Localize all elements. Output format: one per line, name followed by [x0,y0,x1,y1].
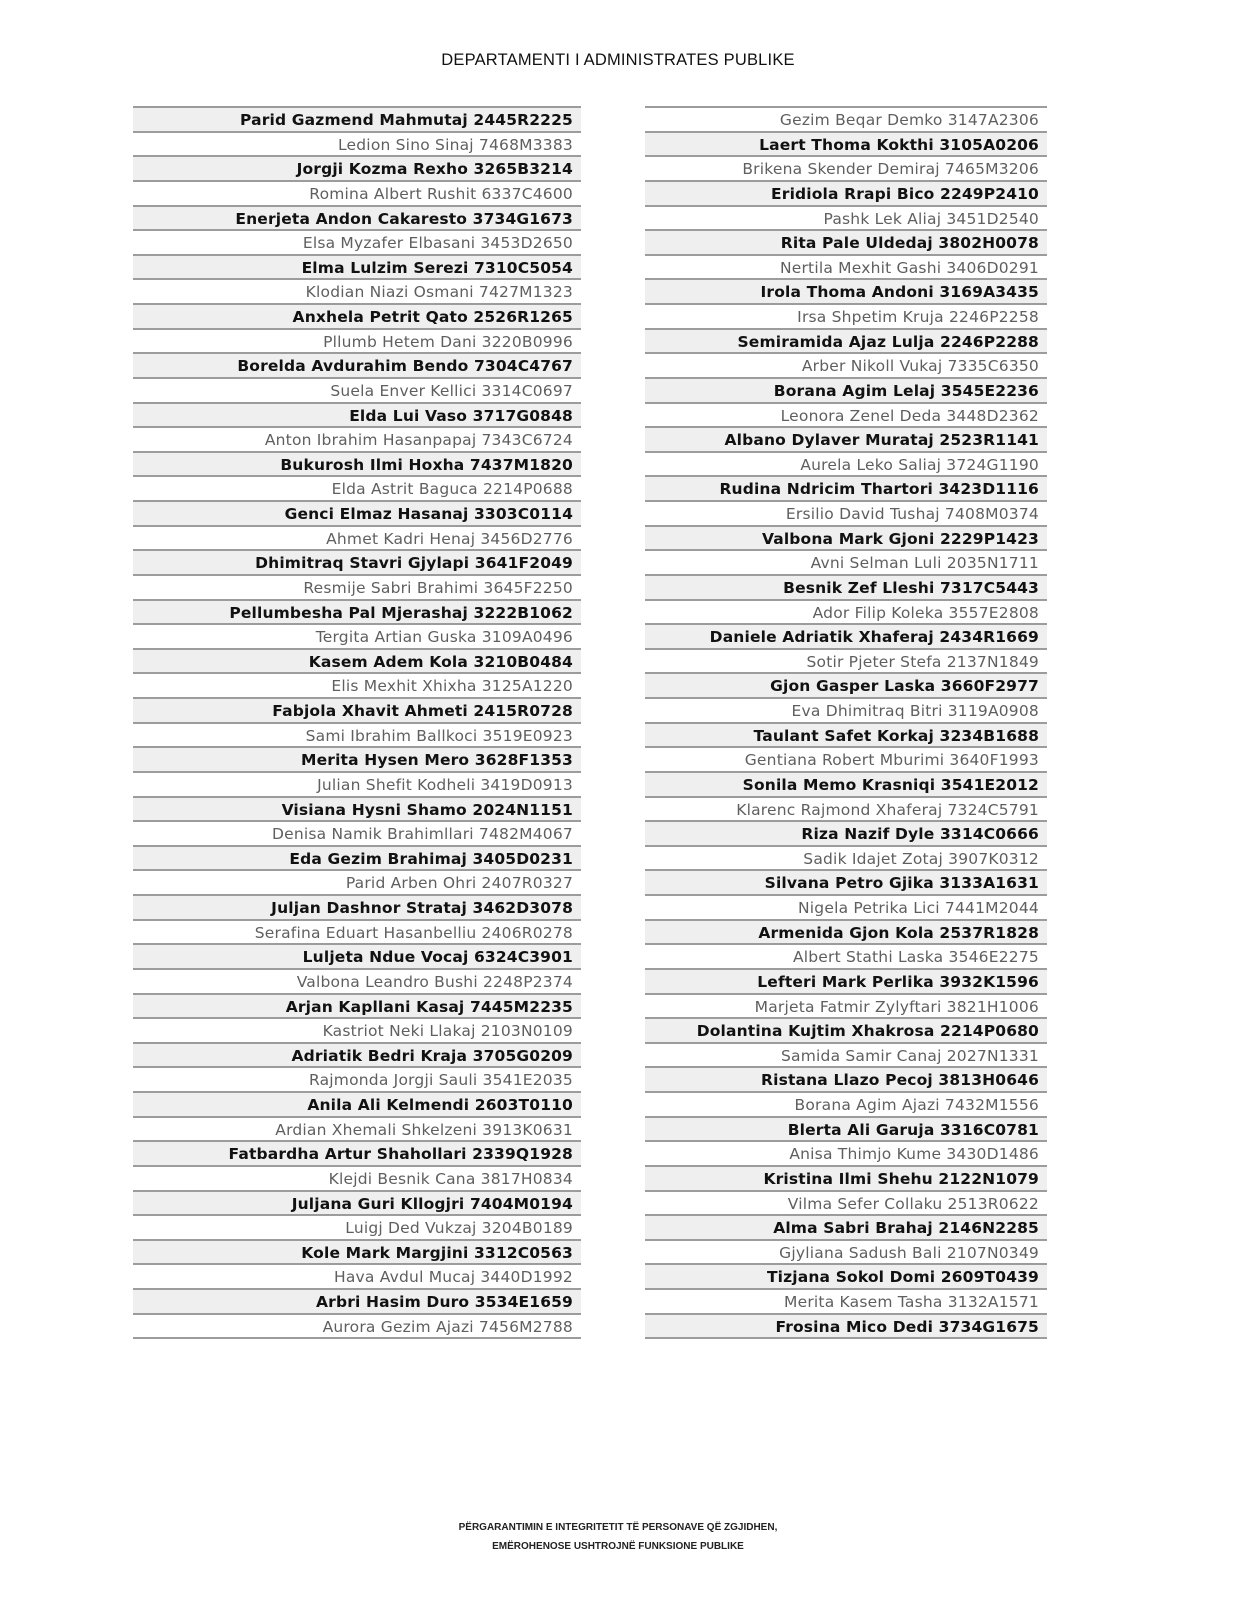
list-item: Bukurosh Ilmi Hoxha 7437M1820 [133,453,581,478]
page-title: DEPARTAMENTI I ADMINISTRATES PUBLIKE [441,51,795,69]
list-item: Laert Thoma Kokthi 3105A0206 [645,133,1047,158]
list-item: Valbona Mark Gjoni 2229P1423 [645,527,1047,552]
list-item: Albert Stathi Laska 3546E2275 [645,945,1047,970]
list-item: Valbona Leandro Bushi 2248P2374 [133,970,581,995]
list-item: Silvana Petro Gjika 3133A1631 [645,871,1047,896]
list-item: Arber Nikoll Vukaj 7335C6350 [645,354,1047,379]
list-item: Elda Astrit Baguca 2214P0688 [133,477,581,502]
list-item: Avni Selman Luli 2035N1711 [645,551,1047,576]
list-item: Elis Mexhit Xhixha 3125A1220 [133,674,581,699]
list-item: Blerta Ali Garuja 3316C0781 [645,1118,1047,1143]
list-item: Pllumb Hetem Dani 3220B0996 [133,330,581,355]
list-item: Sotir Pjeter Stefa 2137N1849 [645,650,1047,675]
list-item: Anila Ali Kelmendi 2603T0110 [133,1093,581,1118]
list-item: Dolantina Kujtim Xhakrosa 2214P0680 [645,1019,1047,1044]
list-item: Romina Albert Rushit 6337C4600 [133,182,581,207]
list-item: Vilma Sefer Collaku 2513R0622 [645,1192,1047,1217]
name-list-right [645,106,1047,1339]
list-item: Jorgji Kozma Rexho 3265B3214 [133,157,581,182]
list-item: Parid Gazmend Mahmutaj 2445R2225 [133,108,581,133]
list-item: Pashk Lek Aliaj 3451D2540 [645,207,1047,232]
list-item: Pellumbesha Pal Mjerashaj 3222B1062 [133,601,581,626]
list-item: Frosina Mico Dedi 3734G1675 [645,1315,1047,1340]
list-item: Sadik Idajet Zotaj 3907K0312 [645,847,1047,872]
list-item: Eva Dhimitraq Bitri 3119A0908 [645,699,1047,724]
list-item: Julian Shefit Kodheli 3419D0913 [133,773,581,798]
list-item: Enerjeta Andon Cakaresto 3734G1673 [133,207,581,232]
list-item: Lefteri Mark Perlika 3932K1596 [645,970,1047,995]
list-item: Elsa Myzafer Elbasani 3453D2650 [133,231,581,256]
footer-line-2: EMËROHENOSE USHTROJNË FUNKSIONE PUBLIKE [492,1541,744,1552]
list-item: Gjyliana Sadush Bali 2107N0349 [645,1241,1047,1266]
list-item: Borelda Avdurahim Bendo 7304C4767 [133,354,581,379]
list-item: Anxhela Petrit Qato 2526R1265 [133,305,581,330]
list-item: Visiana Hysni Shamo 2024N1151 [133,798,581,823]
list-item: Armenida Gjon Kola 2537R1828 [645,921,1047,946]
list-item: Gentiana Robert Mburimi 3640F1993 [645,748,1047,773]
list-item: Denisa Namik Brahimllari 7482M4067 [133,822,581,847]
list-item: Klarenc Rajmond Xhaferaj 7324C5791 [645,798,1047,823]
list-item: Merita Kasem Tasha 3132A1571 [645,1290,1047,1315]
list-item: Tizjana Sokol Domi 2609T0439 [645,1265,1047,1290]
list-item: Semiramida Ajaz Lulja 2246P2288 [645,330,1047,355]
list-item: Fatbardha Artur Shahollari 2339Q1928 [133,1142,581,1167]
list-item: Samida Samir Canaj 2027N1331 [645,1044,1047,1069]
list-item: Eda Gezim Brahimaj 3405D0231 [133,847,581,872]
list-item: Ersilio David Tushaj 7408M0374 [645,502,1047,527]
list-item: Gjon Gasper Laska 3660F2977 [645,674,1047,699]
list-item: Daniele Adriatik Xhaferaj 2434R1669 [645,625,1047,650]
list-item: Luigj Ded Vukzaj 3204B0189 [133,1216,581,1241]
list-item: Elma Lulzim Serezi 7310C5054 [133,256,581,281]
list-item: Kastriot Neki Llakaj 2103N0109 [133,1019,581,1044]
list-item: Rudina Ndricim Thartori 3423D1116 [645,477,1047,502]
list-item: Besnik Zef Lleshi 7317C5443 [645,576,1047,601]
list-item: Fabjola Xhavit Ahmeti 2415R0728 [133,699,581,724]
list-item: Albano Dylaver Murataj 2523R1141 [645,428,1047,453]
list-item: Borana Agim Lelaj 3545E2236 [645,379,1047,404]
list-item: Kristina Ilmi Shehu 2122N1079 [645,1167,1047,1192]
list-item: Rajmonda Jorgji Sauli 3541E2035 [133,1068,581,1093]
list-item: Arjan Kapllani Kasaj 7445M2235 [133,995,581,1020]
list-item: Eridiola Rrapi Bico 2249P2410 [645,182,1047,207]
list-item: Nigela Petrika Lici 7441M2044 [645,896,1047,921]
list-item: Anton Ibrahim Hasanpapaj 7343C6724 [133,428,581,453]
list-item: Kasem Adem Kola 3210B0484 [133,650,581,675]
page-footer [0,1518,1236,1556]
list-item: Dhimitraq Stavri Gjylapi 3641F2049 [133,551,581,576]
list-item: Parid Arben Ohri 2407R0327 [133,871,581,896]
list-item: Aurora Gezim Ajazi 7456M2788 [133,1315,581,1340]
list-item: Borana Agim Ajazi 7432M1556 [645,1093,1047,1118]
list-item: Ardian Xhemali Shkelzeni 3913K0631 [133,1118,581,1143]
list-item: Sonila Memo Krasniqi 3541E2012 [645,773,1047,798]
list-item: Genci Elmaz Hasanaj 3303C0114 [133,502,581,527]
list-item: Alma Sabri Brahaj 2146N2285 [645,1216,1047,1241]
list-item: Brikena Skender Demiraj 7465M3206 [645,157,1047,182]
list-item: Adriatik Bedri Kraja 3705G0209 [133,1044,581,1069]
list-item: Ahmet Kadri Henaj 3456D2776 [133,527,581,552]
list-item: Klejdi Besnik Cana 3817H0834 [133,1167,581,1192]
list-item: Klodian Niazi Osmani 7427M1323 [133,280,581,305]
list-item: Ador Filip Koleka 3557E2808 [645,601,1047,626]
list-item: Sami Ibrahim Ballkoci 3519E0923 [133,724,581,749]
list-item: Irola Thoma Andoni 3169A3435 [645,280,1047,305]
list-item: Aurela Leko Saliaj 3724G1190 [645,453,1047,478]
name-list-left [133,106,581,1339]
list-item: Luljeta Ndue Vocaj 6324C3901 [133,945,581,970]
list-item: Resmije Sabri Brahimi 3645F2250 [133,576,581,601]
list-item: Serafina Eduart Hasanbelliu 2406R0278 [133,921,581,946]
list-item: Merita Hysen Mero 3628F1353 [133,748,581,773]
list-item: Taulant Safet Korkaj 3234B1688 [645,724,1047,749]
list-item: Marjeta Fatmir Zylyftari 3821H1006 [645,995,1047,1020]
list-item: Ledion Sino Sinaj 7468M3383 [133,133,581,158]
footer-line-1: PËRGARANTIMIN E INTEGRITETIT TË PERSONAVE QË ZGJIDHEN, [458,1522,778,1533]
list-item: Irsa Shpetim Kruja 2246P2258 [645,305,1047,330]
list-item: Hava Avdul Mucaj 3440D1992 [133,1265,581,1290]
list-item: Nertila Mexhit Gashi 3406D0291 [645,256,1047,281]
list-item: Juljan Dashnor Strataj 3462D3078 [133,896,581,921]
list-item: Suela Enver Kellici 3314C0697 [133,379,581,404]
list-item: Arbri Hasim Duro 3534E1659 [133,1290,581,1315]
list-item: Kole Mark Margjini 3312C0563 [133,1241,581,1266]
list-item: Leonora Zenel Deda 3448D2362 [645,404,1047,429]
list-item: Elda Lui Vaso 3717G0848 [133,404,581,429]
list-item: Riza Nazif Dyle 3314C0666 [645,822,1047,847]
list-item: Ristana Llazo Pecoj 3813H0646 [645,1068,1047,1093]
list-item: Rita Pale Uldedaj 3802H0078 [645,231,1047,256]
list-item: Juljana Guri Kllogjri 7404M0194 [133,1192,581,1217]
list-item: Gezim Beqar Demko 3147A2306 [645,108,1047,133]
list-item: Anisa Thimjo Kume 3430D1486 [645,1142,1047,1167]
list-item: Tergita Artian Guska 3109A0496 [133,625,581,650]
